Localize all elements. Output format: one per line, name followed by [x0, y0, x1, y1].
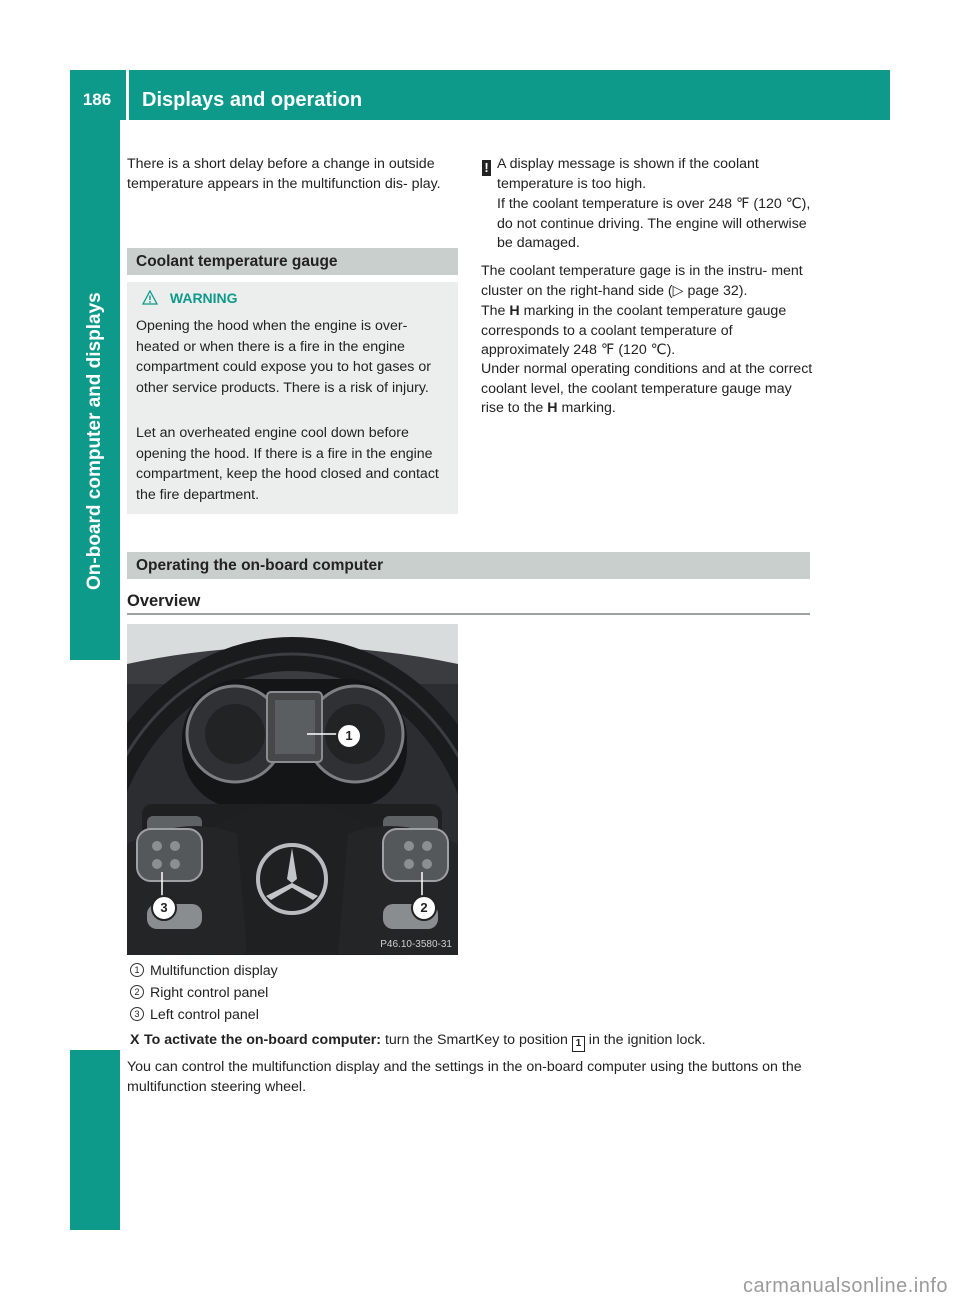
legend-item-3 [130, 1006, 259, 1026]
watermark: carmanualsonline.info [742, 1275, 948, 1297]
warning-title-row [142, 288, 238, 308]
normal-operation-bold: H [547, 400, 558, 416]
instruction-step [130, 1031, 820, 1052]
side-tab-label-wrap [70, 120, 120, 590]
side-tab-label: On-board computer and displays [84, 292, 105, 590]
notice-exclamation-icon: ! [482, 160, 491, 176]
h-marking-pre: The [481, 303, 510, 319]
callout-2-marker: 2 [411, 895, 437, 921]
h-marking-post: marking in the coolant temperature gauge corresponds to a coolant temperature of approximately 248 ℉ (120 ℃). [481, 303, 787, 358]
legend-label-1: Multifunction display [150, 963, 278, 979]
side-tab-block [70, 1050, 120, 1230]
notice-text-1: A display message is shown if the coolant temperature is too high. [497, 156, 759, 192]
intro-paragraph: There is a short delay before a change in outside temperature appears in the multifunction dis- play. [127, 156, 441, 192]
legend-item-1 [130, 962, 278, 982]
instruction-pre: turn the SmartKey to position [381, 1032, 572, 1048]
warning-text-2: Let an overheated engine cool down before opening the hood. If there is a fire in the engine compartment, keep the hood closed and contact the fire department. [136, 425, 439, 503]
header-divider [126, 70, 129, 120]
notice-text-2: If the coolant temperature is over 248 ℉ (120 ℃), do not continue driving. The engine will otherwise be damaged. [497, 196, 811, 251]
operating-heading: Operating the on-board computer [127, 552, 810, 579]
warning-text-1: Opening the hood when the engine is over- heated or when there is a fire in the engine compartment could expose you to hot gases or other service products. There is a risk of injury. [136, 318, 431, 396]
h-marking-bold: H [509, 303, 520, 319]
page-number: 186 [82, 90, 112, 109]
ignition-position-key: 1 [572, 1036, 585, 1052]
instruction-marker: X [130, 1032, 140, 1048]
callout-1-marker: 1 [336, 723, 362, 749]
steering-wheel-photo [127, 624, 458, 955]
normal-operation-pre: Under normal operating conditions and at the correct coolant level, the coolant temperature gauge may rise to the [481, 361, 813, 416]
legend-label-2: Right control panel [150, 985, 269, 1001]
legend-number-2: 2 [130, 985, 144, 999]
legend-number-3: 3 [130, 1007, 144, 1021]
final-paragraph: You can control the multifunction display and the settings in the on-board computer using the buttons on the multifunction steering wheel. [127, 1059, 802, 1095]
warning-title: WARNING [169, 290, 238, 306]
normal-operation-paragraph [481, 360, 815, 419]
page-title: Displays and operation [142, 89, 363, 111]
instruction-bold: To activate the on-board computer: [144, 1032, 382, 1048]
warning-box [127, 282, 458, 514]
warning-triangle-icon [142, 290, 158, 306]
notice-mark-wrap [482, 157, 491, 177]
photo-code: P46.10-3580-31 [380, 939, 452, 950]
coolant-heading: Coolant temperature gauge [127, 248, 458, 275]
gauge-location-paragraph: The coolant temperature gage is in the instru- ment cluster on the right-hand side (▷ page 32). [481, 263, 803, 299]
overview-heading: Overview [127, 589, 810, 615]
legend-item-2 [130, 984, 268, 1004]
legend-number-1: 1 [130, 963, 144, 977]
callout-3-marker: 3 [151, 895, 177, 921]
h-marking-paragraph [481, 302, 815, 361]
normal-operation-post: marking. [557, 400, 616, 416]
legend-label-3: Left control panel [150, 1007, 259, 1023]
instruction-post: in the ignition lock. [584, 1032, 706, 1048]
